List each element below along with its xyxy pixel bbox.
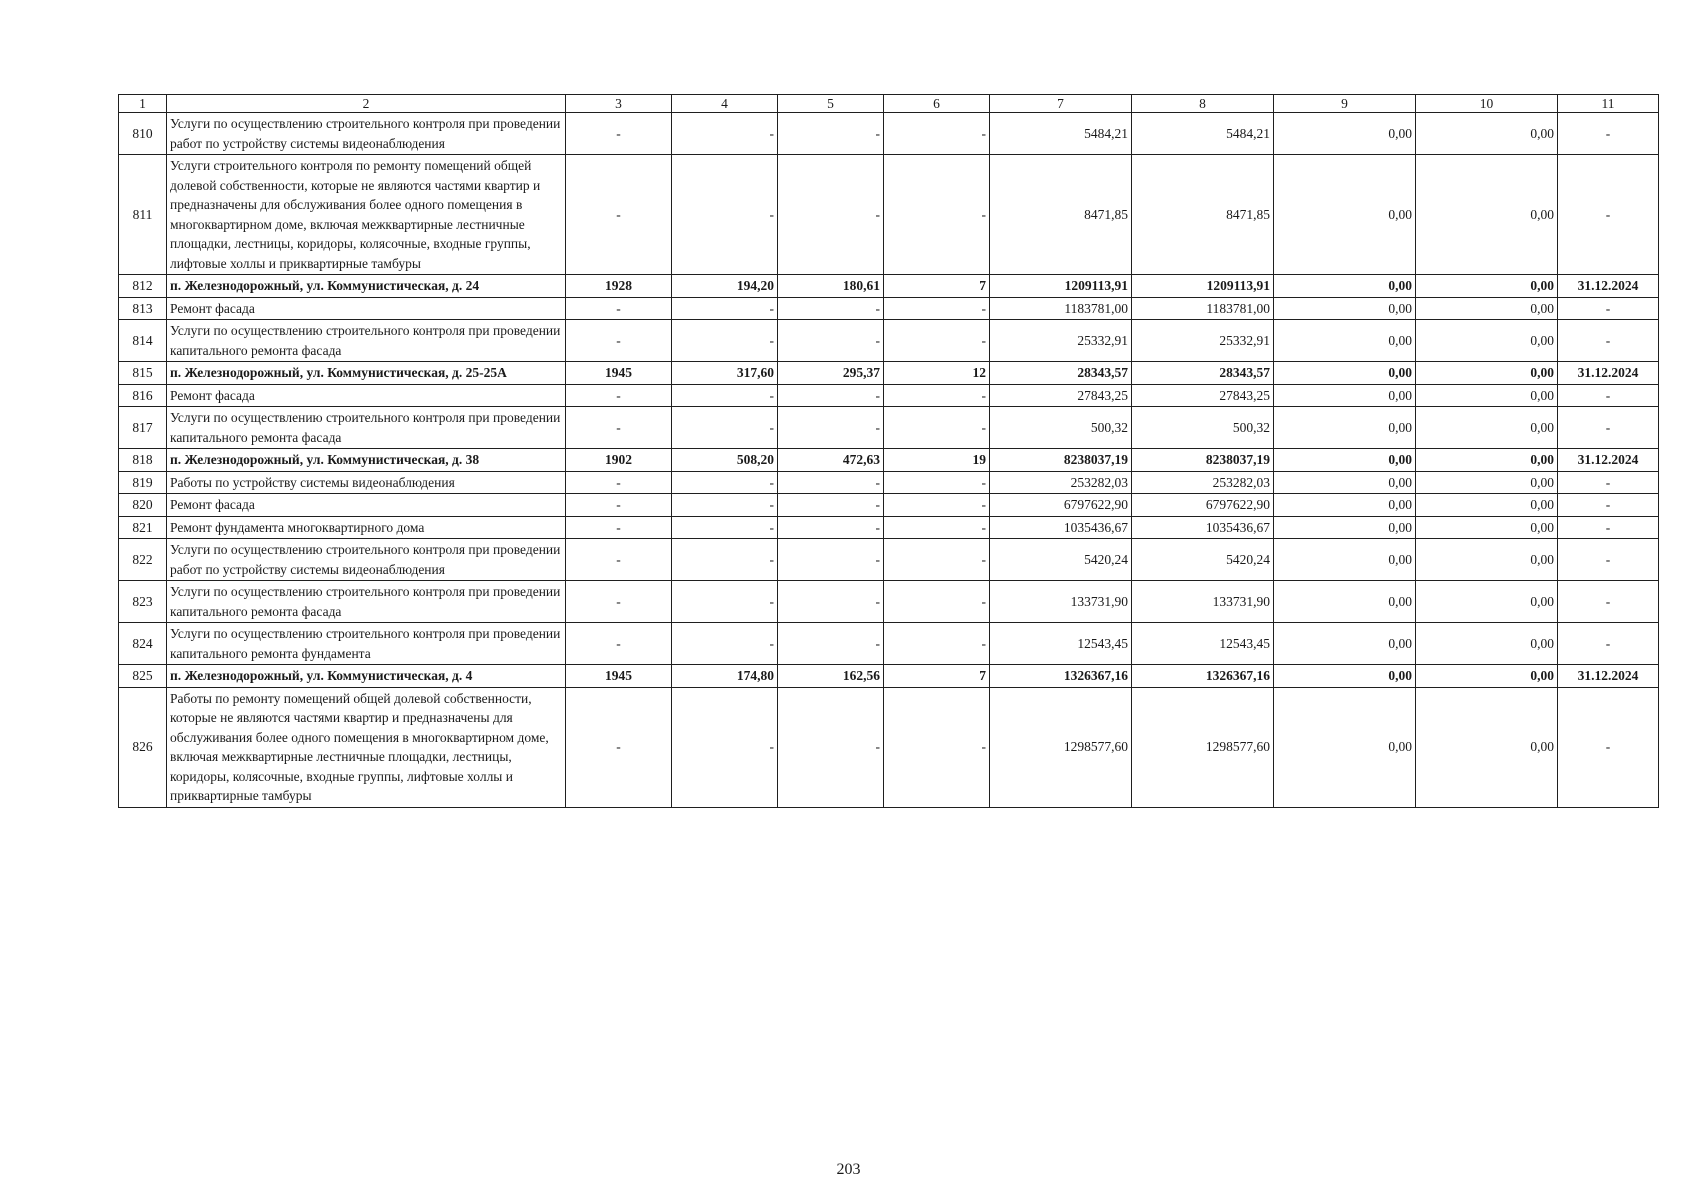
cost-budget-cell: 0,00: [1274, 320, 1416, 362]
cost-fund-cell: 28343,57: [1132, 362, 1274, 385]
area-living-cell: -: [778, 623, 884, 665]
area-total-cell: -: [672, 516, 778, 539]
cost-fund-cell: 5420,24: [1132, 539, 1274, 581]
work-row: [119, 384, 1659, 407]
work-row: [119, 494, 1659, 517]
cost-budget-cell: 0,00: [1274, 539, 1416, 581]
column-header: 9: [1274, 95, 1416, 113]
cost-owner-cell: 0,00: [1416, 113, 1558, 155]
cost-total-cell: 1209113,91: [990, 275, 1132, 298]
cost-owner-cell: 0,00: [1416, 449, 1558, 472]
address-row: [119, 275, 1659, 298]
cost-owner-cell: 0,00: [1416, 471, 1558, 494]
cost-budget-cell: 0,00: [1274, 407, 1416, 449]
area-total-cell: -: [672, 581, 778, 623]
residents-cell: 7: [884, 275, 990, 298]
deadline-cell: -: [1558, 687, 1659, 807]
year-cell: -: [566, 384, 672, 407]
cost-budget-cell: 0,00: [1274, 516, 1416, 539]
description-cell: Ремонт фундамента многоквартирного дома: [167, 516, 566, 539]
area-total-cell: -: [672, 384, 778, 407]
cost-owner-cell: 0,00: [1416, 581, 1558, 623]
row-number-cell: 823: [119, 581, 167, 623]
deadline-cell: -: [1558, 581, 1659, 623]
work-row: [119, 297, 1659, 320]
work-row: [119, 687, 1659, 807]
area-living-cell: -: [778, 516, 884, 539]
column-header: 7: [990, 95, 1132, 113]
description-cell: Услуги по осуществлению строительного контроля при проведении капитального ремонта фундамента: [167, 623, 566, 665]
year-cell: -: [566, 471, 672, 494]
works-table: [118, 94, 1659, 808]
cost-owner-cell: 0,00: [1416, 494, 1558, 517]
area-total-cell: -: [672, 407, 778, 449]
deadline-cell: 31.12.2024: [1558, 275, 1659, 298]
residents-cell: -: [884, 320, 990, 362]
cost-owner-cell: 0,00: [1416, 687, 1558, 807]
year-cell: -: [566, 407, 672, 449]
cost-budget-cell: 0,00: [1274, 275, 1416, 298]
year-cell: 1945: [566, 362, 672, 385]
cost-total-cell: 27843,25: [990, 384, 1132, 407]
residents-cell: -: [884, 155, 990, 275]
row-number-cell: 821: [119, 516, 167, 539]
cost-total-cell: 133731,90: [990, 581, 1132, 623]
year-cell: -: [566, 155, 672, 275]
residents-cell: -: [884, 516, 990, 539]
cost-fund-cell: 1183781,00: [1132, 297, 1274, 320]
row-number-cell: 824: [119, 623, 167, 665]
area-total-cell: 194,20: [672, 275, 778, 298]
area-living-cell: -: [778, 581, 884, 623]
row-number-cell: 825: [119, 665, 167, 688]
deadline-cell: -: [1558, 516, 1659, 539]
cost-owner-cell: 0,00: [1416, 516, 1558, 539]
cost-total-cell: 5484,21: [990, 113, 1132, 155]
area-total-cell: 317,60: [672, 362, 778, 385]
column-header: 8: [1132, 95, 1274, 113]
description-cell: Услуги по осуществлению строительного контроля при проведении работ по устройству системы видеонаблюдения: [167, 113, 566, 155]
cost-total-cell: 6797622,90: [990, 494, 1132, 517]
row-number-cell: 817: [119, 407, 167, 449]
residents-cell: 7: [884, 665, 990, 688]
area-total-cell: -: [672, 687, 778, 807]
cost-total-cell: 1035436,67: [990, 516, 1132, 539]
deadline-cell: -: [1558, 320, 1659, 362]
area-total-cell: -: [672, 623, 778, 665]
row-number-cell: 826: [119, 687, 167, 807]
area-living-cell: -: [778, 155, 884, 275]
deadline-cell: -: [1558, 471, 1659, 494]
cost-owner-cell: 0,00: [1416, 275, 1558, 298]
column-header: 6: [884, 95, 990, 113]
cost-budget-cell: 0,00: [1274, 623, 1416, 665]
residents-cell: -: [884, 384, 990, 407]
description-cell: Услуги по осуществлению строительного контроля при проведении капитального ремонта фасада: [167, 581, 566, 623]
cost-total-cell: 1183781,00: [990, 297, 1132, 320]
cost-budget-cell: 0,00: [1274, 581, 1416, 623]
cost-budget-cell: 0,00: [1274, 494, 1416, 517]
cost-budget-cell: 0,00: [1274, 471, 1416, 494]
cost-fund-cell: 25332,91: [1132, 320, 1274, 362]
residents-cell: -: [884, 407, 990, 449]
row-number-cell: 812: [119, 275, 167, 298]
year-cell: -: [566, 494, 672, 517]
cost-total-cell: 8471,85: [990, 155, 1132, 275]
description-cell: Услуги по осуществлению строительного контроля при проведении работ по устройству системы видеонаблюдения: [167, 539, 566, 581]
description-cell: п. Железнодорожный, ул. Коммунистическая, д. 25-25А: [167, 362, 566, 385]
cost-budget-cell: 0,00: [1274, 113, 1416, 155]
cost-fund-cell: 12543,45: [1132, 623, 1274, 665]
row-number-cell: 816: [119, 384, 167, 407]
description-cell: Ремонт фасада: [167, 297, 566, 320]
work-row: [119, 471, 1659, 494]
column-header: 11: [1558, 95, 1659, 113]
work-row: [119, 407, 1659, 449]
deadline-cell: -: [1558, 155, 1659, 275]
cost-owner-cell: 0,00: [1416, 155, 1558, 275]
cost-budget-cell: 0,00: [1274, 384, 1416, 407]
description-cell: Ремонт фасада: [167, 494, 566, 517]
cost-fund-cell: 6797622,90: [1132, 494, 1274, 517]
cost-owner-cell: 0,00: [1416, 665, 1558, 688]
description-cell: Ремонт фасада: [167, 384, 566, 407]
cost-total-cell: 500,32: [990, 407, 1132, 449]
row-number-cell: 813: [119, 297, 167, 320]
cost-budget-cell: 0,00: [1274, 362, 1416, 385]
cost-fund-cell: 500,32: [1132, 407, 1274, 449]
page-number: 203: [836, 1161, 861, 1178]
description-cell: Услуги по осуществлению строительного контроля при проведении капитального ремонта фасада: [167, 320, 566, 362]
year-cell: 1928: [566, 275, 672, 298]
area-living-cell: -: [778, 687, 884, 807]
area-total-cell: -: [672, 297, 778, 320]
cost-total-cell: 253282,03: [990, 471, 1132, 494]
deadline-cell: -: [1558, 297, 1659, 320]
column-header: 5: [778, 95, 884, 113]
year-cell: -: [566, 687, 672, 807]
column-header: 4: [672, 95, 778, 113]
area-living-cell: 162,56: [778, 665, 884, 688]
deadline-cell: -: [1558, 494, 1659, 517]
area-living-cell: -: [778, 494, 884, 517]
area-living-cell: -: [778, 113, 884, 155]
work-row: [119, 539, 1659, 581]
area-living-cell: -: [778, 384, 884, 407]
area-total-cell: -: [672, 494, 778, 517]
cost-fund-cell: 27843,25: [1132, 384, 1274, 407]
residents-cell: -: [884, 539, 990, 581]
column-header: 1: [119, 95, 167, 113]
row-number-cell: 815: [119, 362, 167, 385]
row-number-cell: 820: [119, 494, 167, 517]
cost-fund-cell: 5484,21: [1132, 113, 1274, 155]
cost-owner-cell: 0,00: [1416, 362, 1558, 385]
cost-total-cell: 1326367,16: [990, 665, 1132, 688]
cost-budget-cell: 0,00: [1274, 687, 1416, 807]
year-cell: 1902: [566, 449, 672, 472]
work-row: [119, 623, 1659, 665]
description-cell: Работы по устройству системы видеонаблюдения: [167, 471, 566, 494]
residents-cell: -: [884, 687, 990, 807]
area-total-cell: -: [672, 471, 778, 494]
cost-fund-cell: 133731,90: [1132, 581, 1274, 623]
column-header: 2: [167, 95, 566, 113]
column-header: 3: [566, 95, 672, 113]
column-number-header-row: [119, 95, 1659, 113]
residents-cell: -: [884, 113, 990, 155]
year-cell: -: [566, 539, 672, 581]
description-cell: п. Железнодорожный, ул. Коммунистическая, д. 38: [167, 449, 566, 472]
deadline-cell: -: [1558, 407, 1659, 449]
description-cell: п. Железнодорожный, ул. Коммунистическая, д. 4: [167, 665, 566, 688]
table-body: [119, 113, 1659, 808]
row-number-cell: 811: [119, 155, 167, 275]
area-total-cell: -: [672, 155, 778, 275]
deadline-cell: -: [1558, 539, 1659, 581]
area-living-cell: -: [778, 471, 884, 494]
cost-owner-cell: 0,00: [1416, 384, 1558, 407]
cost-budget-cell: 0,00: [1274, 297, 1416, 320]
area-living-cell: -: [778, 407, 884, 449]
description-cell: п. Железнодорожный, ул. Коммунистическая, д. 24: [167, 275, 566, 298]
area-total-cell: 508,20: [672, 449, 778, 472]
year-cell: -: [566, 581, 672, 623]
area-total-cell: 174,80: [672, 665, 778, 688]
year-cell: -: [566, 623, 672, 665]
cost-fund-cell: 1035436,67: [1132, 516, 1274, 539]
cost-total-cell: 5420,24: [990, 539, 1132, 581]
area-total-cell: -: [672, 539, 778, 581]
cost-fund-cell: 8471,85: [1132, 155, 1274, 275]
cost-fund-cell: 1209113,91: [1132, 275, 1274, 298]
year-cell: -: [566, 516, 672, 539]
residents-cell: 12: [884, 362, 990, 385]
residents-cell: -: [884, 623, 990, 665]
row-number-cell: 822: [119, 539, 167, 581]
cost-owner-cell: 0,00: [1416, 539, 1558, 581]
area-living-cell: -: [778, 297, 884, 320]
cost-owner-cell: 0,00: [1416, 297, 1558, 320]
cost-fund-cell: 1326367,16: [1132, 665, 1274, 688]
deadline-cell: 31.12.2024: [1558, 449, 1659, 472]
work-row: [119, 113, 1659, 155]
description-cell: Услуги по осуществлению строительного контроля при проведении капитального ремонта фасада: [167, 407, 566, 449]
work-row: [119, 516, 1659, 539]
cost-fund-cell: 253282,03: [1132, 471, 1274, 494]
cost-total-cell: 1298577,60: [990, 687, 1132, 807]
cost-total-cell: 12543,45: [990, 623, 1132, 665]
deadline-cell: 31.12.2024: [1558, 665, 1659, 688]
area-living-cell: -: [778, 539, 884, 581]
residents-cell: 19: [884, 449, 990, 472]
cost-fund-cell: 8238037,19: [1132, 449, 1274, 472]
description-cell: Услуги строительного контроля по ремонту помещений общей долевой собственности, которые не являются частями квартир и предназначены для обслуживания более одного помещения в многоквартирном доме, включая межквартирные лестничные площадки, лестницы, коридоры, колясочные, входные группы, лифтовые холлы и приквартирные тамбуры: [167, 155, 566, 275]
cost-total-cell: 28343,57: [990, 362, 1132, 385]
year-cell: -: [566, 113, 672, 155]
residents-cell: -: [884, 494, 990, 517]
area-total-cell: -: [672, 113, 778, 155]
row-number-cell: 819: [119, 471, 167, 494]
year-cell: 1945: [566, 665, 672, 688]
cost-budget-cell: 0,00: [1274, 449, 1416, 472]
column-header: 10: [1416, 95, 1558, 113]
area-living-cell: 472,63: [778, 449, 884, 472]
deadline-cell: -: [1558, 113, 1659, 155]
cost-owner-cell: 0,00: [1416, 623, 1558, 665]
row-number-cell: 810: [119, 113, 167, 155]
area-living-cell: 180,61: [778, 275, 884, 298]
row-number-cell: 818: [119, 449, 167, 472]
cost-total-cell: 25332,91: [990, 320, 1132, 362]
work-row: [119, 155, 1659, 275]
address-row: [119, 362, 1659, 385]
cost-total-cell: 8238037,19: [990, 449, 1132, 472]
address-row: [119, 449, 1659, 472]
cost-budget-cell: 0,00: [1274, 155, 1416, 275]
year-cell: -: [566, 297, 672, 320]
residents-cell: -: [884, 471, 990, 494]
cost-owner-cell: 0,00: [1416, 407, 1558, 449]
row-number-cell: 814: [119, 320, 167, 362]
year-cell: -: [566, 320, 672, 362]
area-living-cell: -: [778, 320, 884, 362]
cost-budget-cell: 0,00: [1274, 665, 1416, 688]
work-row: [119, 581, 1659, 623]
cost-owner-cell: 0,00: [1416, 320, 1558, 362]
deadline-cell: -: [1558, 623, 1659, 665]
cost-fund-cell: 1298577,60: [1132, 687, 1274, 807]
area-total-cell: -: [672, 320, 778, 362]
deadline-cell: 31.12.2024: [1558, 362, 1659, 385]
address-row: [119, 665, 1659, 688]
description-cell: Работы по ремонту помещений общей долевой собственности, которые не являются частями квартир и предназначены для обслуживания более одного помещения в многоквартирном доме, включая межквартирные лестничные площадки, лестницы, коридоры, колясочные, входные группы, лифтовые холлы и приквартирные тамбуры: [167, 687, 566, 807]
residents-cell: -: [884, 581, 990, 623]
deadline-cell: -: [1558, 384, 1659, 407]
work-row: [119, 320, 1659, 362]
area-living-cell: 295,37: [778, 362, 884, 385]
residents-cell: -: [884, 297, 990, 320]
